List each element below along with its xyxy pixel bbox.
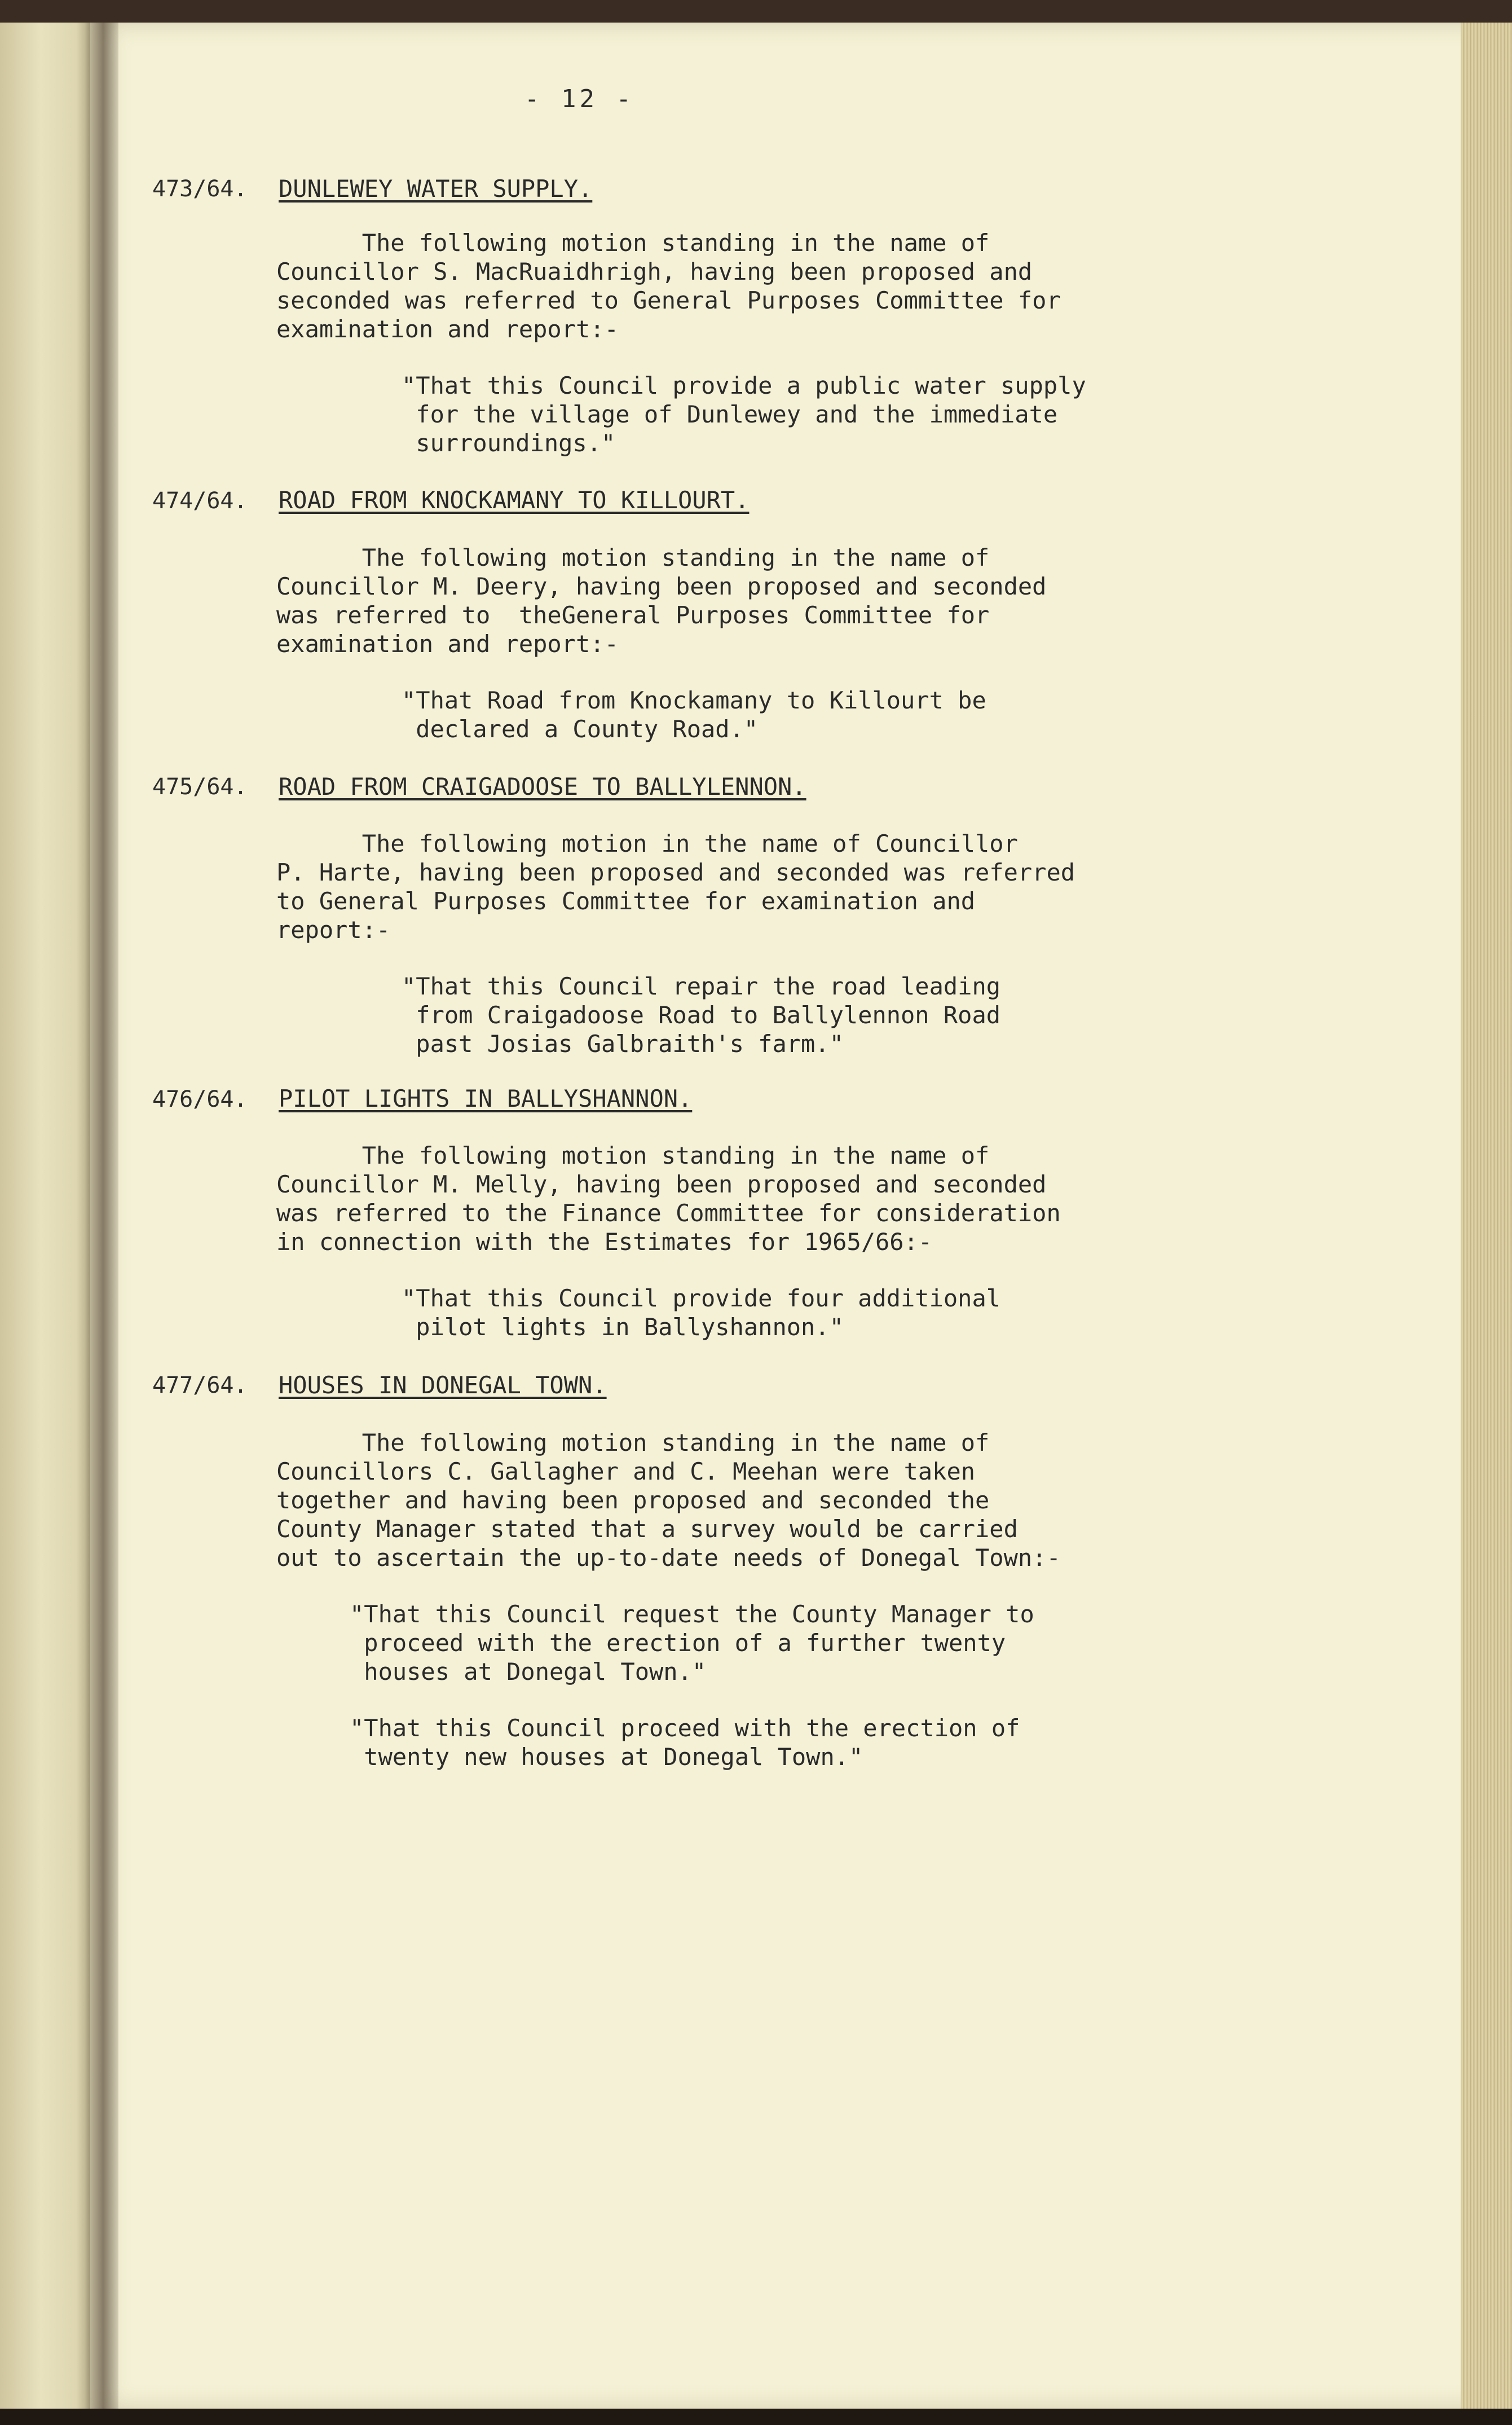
page-number: - 12 - (524, 85, 634, 113)
gutter-shadow (85, 23, 118, 2409)
minute-heading: PILOT LIGHTS IN BALLYSHANNON. (279, 1085, 693, 1112)
minute-body: The following motion standing in the name of Councillor M. Deery, having been proposed and seconded was referred to theGeneral Purposes Committee for examination and report:- (276, 544, 1047, 658)
motion-quote: "That this Council request the County Manager to proceed with the erection of a further twenty houses at Donegal Town." (350, 1600, 1034, 1685)
motion-quote: "That this Council provide a public water supply for the village of Dunlewey and the immediate surroundings." (402, 372, 1086, 457)
minute-heading: DUNLEWEY WATER SUPPLY. (279, 175, 593, 203)
minute-body: The following motion standing in the name of Councillor S. MacRuaidhrigh, having been proposed and seconded was referred to General Purposes Committee for examination and report:- (276, 229, 1061, 343)
minute-number: 475/64. (152, 774, 248, 800)
minute-heading: ROAD FROM CRAIGADOOSE TO BALLYLENNON. (279, 773, 806, 800)
minute-heading: HOUSES IN DONEGAL TOWN. (279, 1371, 607, 1399)
minute-number: 474/64. (152, 488, 248, 514)
minute-heading: ROAD FROM KNOCKAMANY TO KILLOURT. (279, 486, 750, 514)
minute-number: 473/64. (152, 176, 248, 202)
motion-quote: "That this Council proceed with the erection of twenty new houses at Donegal Town." (350, 1714, 1020, 1771)
minute-number: 476/64. (152, 1086, 248, 1112)
minute-body: The following motion standing in the name of Councillors C. Gallagher and C. Meehan were taken together and having been proposed and seconded the County Manager stated that a survey would be carried out to ascertain the up-to-date needs of Donegal Town:- (276, 1429, 1061, 1572)
motion-quote: "That this Council provide four additional pilot lights in Ballyshannon." (402, 1284, 1001, 1341)
book-bottom-edge (0, 2409, 1512, 2425)
minute-body: The following motion in the name of Councillor P. Harte, having been proposed and seconded was referred to General Purposes Committee for examination and report:- (276, 830, 1075, 944)
page-stack-edge (1461, 23, 1512, 2409)
minute-number: 477/64. (152, 1372, 248, 1398)
minute-body: The following motion standing in the name of Councillor M. Melly, having been proposed and seconded was referred to the Finance Committee for consideration in connection with the Estimates for 1965/66:- (276, 1142, 1061, 1256)
motion-quote: "That Road from Knockamany to Killourt be declared a County Road." (402, 686, 986, 743)
motion-quote: "That this Council repair the road leading from Craigadoose Road to Ballylennon Road past Josias Galbraith's farm." (402, 972, 1001, 1058)
